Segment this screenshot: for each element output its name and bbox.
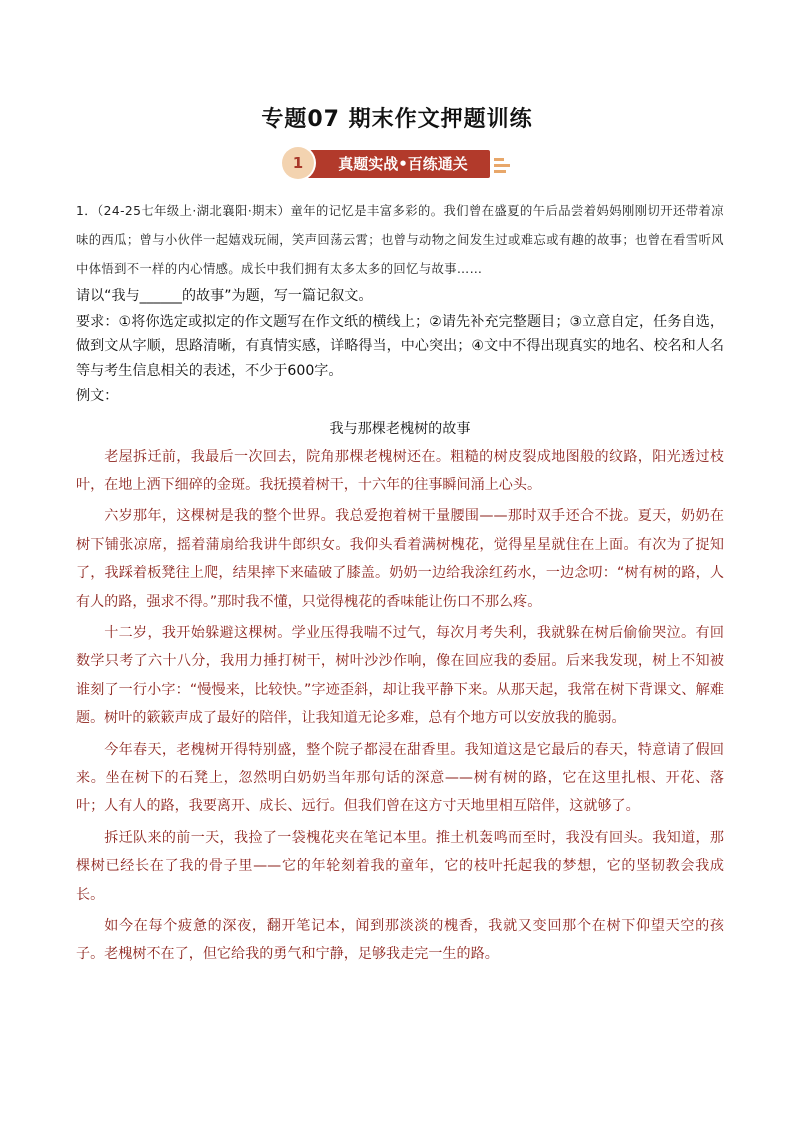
section-banner <box>282 146 512 182</box>
essay-paragraph: 六岁那年，这棵树是我的整个世界。我总爱抱着树干量腰围——那时双手还合不拢。夏天，奶奶在树下铺张凉席，摇着蒲扇给我讲牛郎织女。我仰头看着满树槐花，觉得星星就住在上面。有次为了捉知了，我踩着板凳往上爬，结果摔下来磕破了膝盖。奶奶一边给我涂红药水，一边念叨：“树有树的路，人有人的路，强求不得。”那时我不懂，只觉得槐花的香味能让伤口不那么疼。 <box>76 508 724 610</box>
section-banner-label: 真题实战•百练通关 <box>302 150 490 178</box>
question-prompt: 请以“我与______的故事”为题，写一篇记叙文。 <box>76 288 373 304</box>
essay-paragraph: 拆迁队来的前一天，我捡了一袋槐花夹在笔记本里。推土机轰鸣而至时，我没有回头。我知道，那棵树已经长在了我的骨子里——它的年轮刻着我的童年，它的枝叶托起我的梦想，它的坚韧教会我成长。 <box>76 829 724 903</box>
page-title: 专题07 期末作文押题训练 <box>261 107 533 132</box>
banner-decoration-icon <box>494 158 510 174</box>
question-block <box>76 197 724 972</box>
essay-paragraph: 老屋拆迁前，我最后一次回去，院角那棵老槐树还在。粗糙的树皮裂成地图般的纹路，阳光透过枝叶，在地上洒下细碎的金斑。我抚摸着树干，十六年的往事瞬间涌上心头。 <box>76 448 724 493</box>
question-intro: 1．（24-25七年级上·湖北襄阳·期末）童年的记忆是丰富多彩的。我们曾在盛夏的午后品尝着妈妈刚刚切开还带着凉味的西瓜；曾与小伙伴一起嬉戏玩闹，笑声回荡云霄；也曾与动物之间发生过或难忘或有趣的故事；也曾在看雪听风中体悟到不一样的内心情感。成长中我们拥有太多太多的回忆与故事…… <box>76 204 724 276</box>
essay-paragraph: 如今在每个疲惫的深夜，翻开笔记本，闻到那淡淡的槐香，我就又变回那个在树下仰望天空的孩子。老槐树不在了，但它给我的勇气和宁静，足够我走完一生的路。 <box>76 918 724 963</box>
essay-paragraph: 十二岁，我开始躲避这棵树。学业压得我喘不过气，每次月考失利，我就躲在树后偷偷哭泣。有回数学只考了六十八分，我用力捶打树干，树叶沙沙作响，像在回应我的委屈。后来我发现，树上不知被谁刻了一行小字：“慢慢来，比较快。”字迹歪斜，却让我平静下来。从那天起，我常在树下背课文、解难题。树叶的簌簌声成了最好的陪伴，让我知道无论多难，总有个地方可以安放我的脆弱。 <box>76 624 724 727</box>
essay-paragraph: 今年春天，老槐树开得特别盛，整个院子都浸在甜香里。我知道这是它最后的春天，特意请了假回来。坐在树下的石凳上，忽然明白奶奶当年那句话的深意——树有树的路，它在这里扎根、开花、落叶；人有人的路，我要离开、成长、远行。但我们曾在这方寸天地里相互陪伴，这就够了。 <box>76 741 724 815</box>
question-requirements: 要求：①将你选定或拟定的作文题写在作文纸的横线上；②请先补充完整题目；③立意自定，任务自选，做到文从字顺，思路清晰，有真情实感，详略得当，中心突出；④文中不得出现真实的地名、校名和人名等与考生信息相关的表述，不少于600字。 <box>76 313 724 379</box>
example-label: 例文： <box>76 388 119 404</box>
essay-title: 我与那棵老槐树的故事 <box>329 420 471 437</box>
section-number-badge: 1 <box>282 147 314 179</box>
essay-body <box>76 443 724 969</box>
